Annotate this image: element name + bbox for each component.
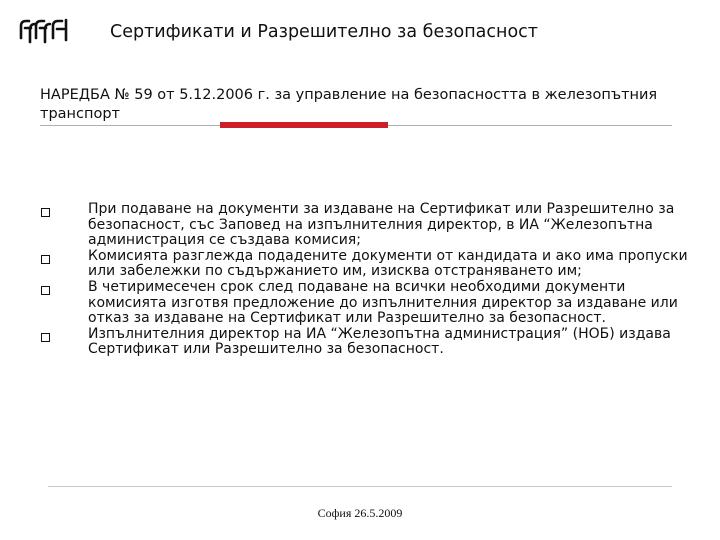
- page-title: Сертификати и Разрешително за безопасност: [110, 22, 538, 42]
- railway-administration-logo-icon: [18, 16, 72, 44]
- square-bullet-icon: [41, 286, 50, 295]
- list-item: [40, 249, 690, 280]
- red-accent-bar: [220, 122, 388, 128]
- bullet-list: [40, 202, 690, 358]
- square-bullet-icon: [41, 255, 50, 264]
- footer-date: София 26.5.2009: [317, 506, 403, 520]
- list-item: [40, 327, 690, 358]
- list-item-text: При подаване на документи за издаване на Сертификат или Разрешително за безопасност, със Заповед на изпълнителния директор, в ИА “Железопътна администрация се създава комисия;: [88, 201, 675, 249]
- square-bullet-icon: [41, 208, 50, 217]
- list-item-text: В четиримесечен срок след подаване на всички необходими документи комисията изготвя предложение до изпълнителния директор за издаване или отказ за издаване на Сертификат или Разрешително за безопасност.: [88, 278, 678, 327]
- square-bullet-icon: [41, 333, 50, 342]
- list-item-text: Комисията разглежда подадените документи от кандидата и ако има пропуски или забележки по съдържанието им, изисква отстраняването им;: [88, 247, 688, 280]
- list-item: [40, 202, 690, 249]
- list-item: [40, 280, 690, 327]
- list-item-text: Изпълнителния директор на ИА “Железопътна администрация” (НОБ) издава Сертификат или Разрешително за безопасност.: [88, 325, 671, 358]
- footer-divider: [48, 486, 672, 487]
- regulation-subtitle: НАРЕДБА № 59 от 5.12.2006 г. за управление на безопасността в железопътния транспорт: [40, 87, 658, 122]
